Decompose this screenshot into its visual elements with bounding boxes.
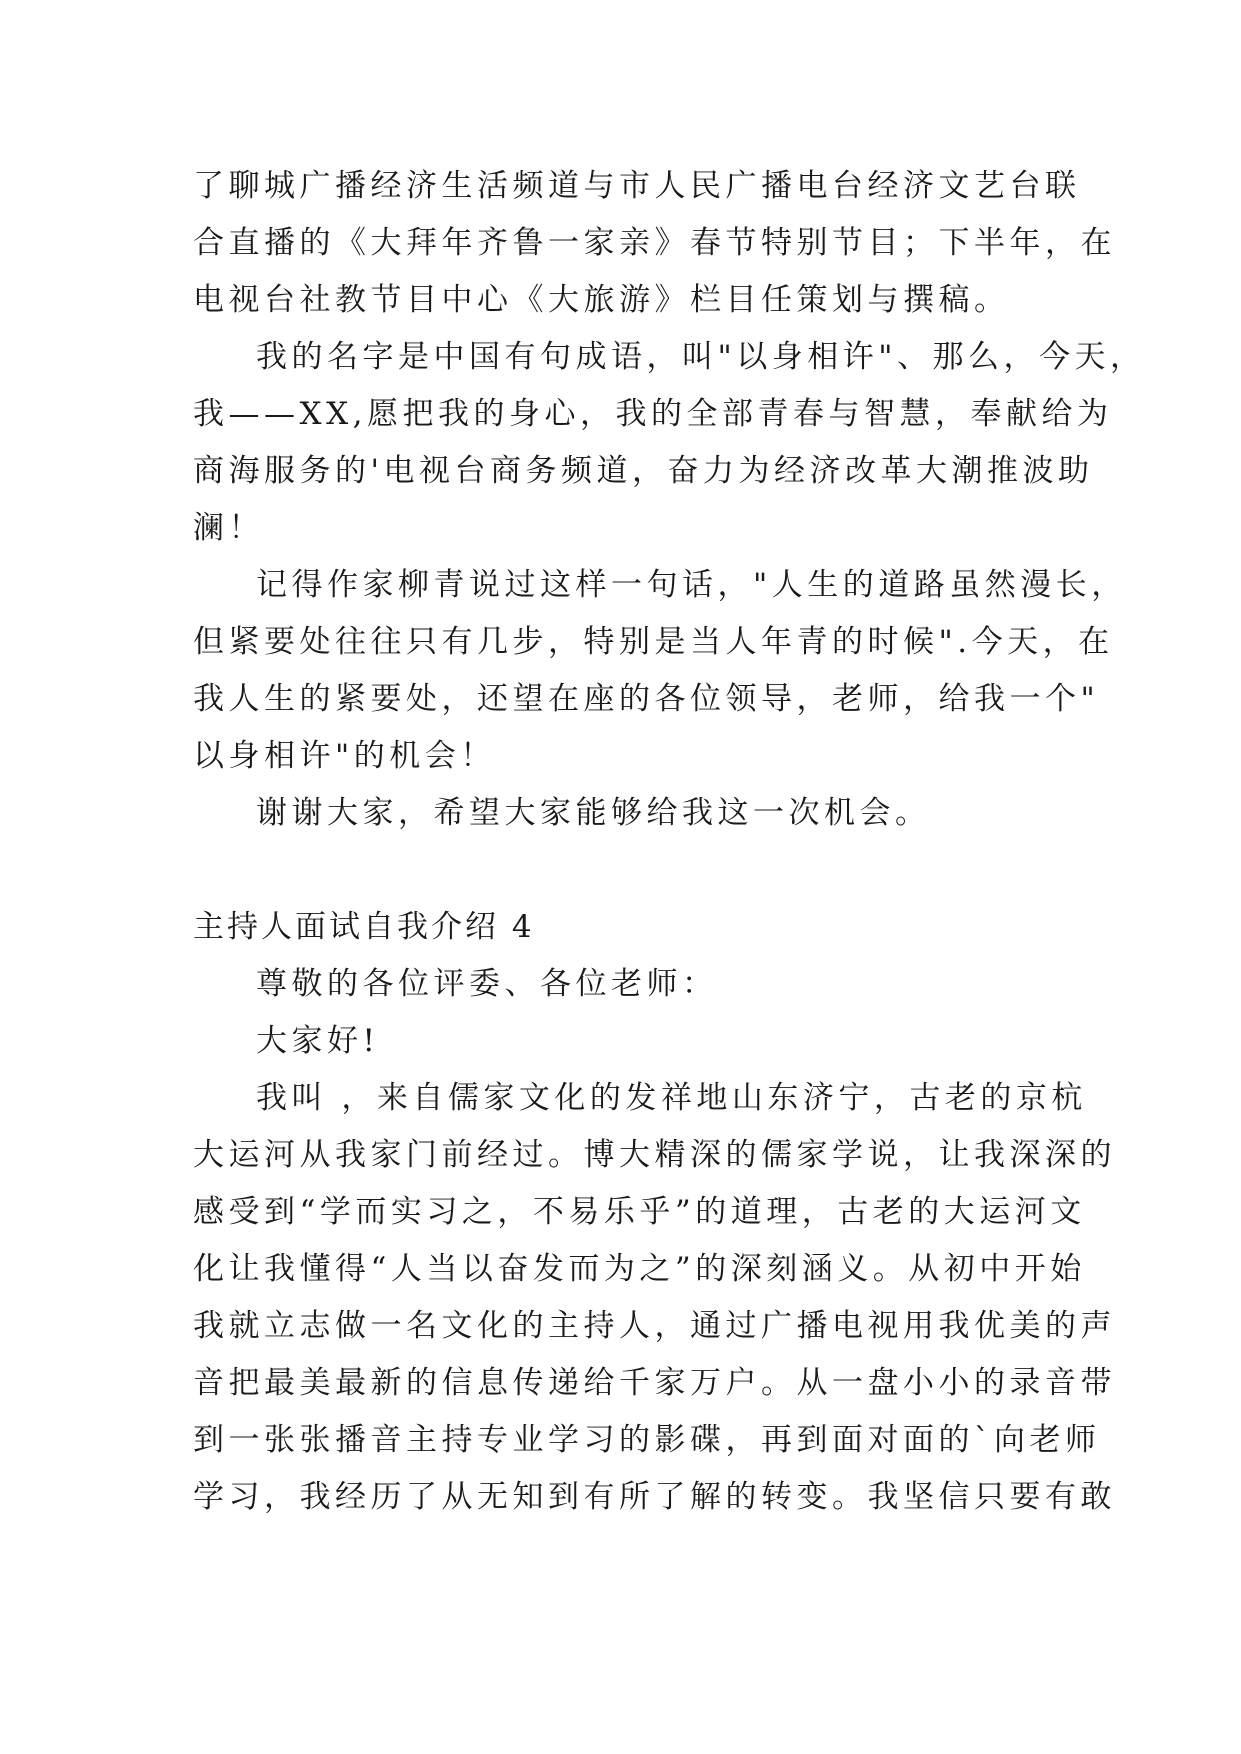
paragraph-line: 我——XX,愿把我的身心，我的全部青春与智慧，奉献给为	[193, 396, 1113, 432]
paragraph-line: 音把最美最新的信息传递给千家万户。从一盘小小的录音带	[193, 1365, 1116, 1401]
paragraph-line: 我人生的紧要处，还望在座的各位领导，老师，给我一个"	[193, 681, 1100, 717]
paragraph-line: 大运河从我家门前经过。博大精深的儒家学说，让我深深的	[193, 1137, 1116, 1173]
paragraph-line: 到一张张播音主持专业学习的影碟，再到面对面的`向老师	[193, 1422, 1101, 1458]
paragraph-line: 澜！	[193, 510, 264, 546]
paragraph-line: 谢谢大家，希望大家能够给我这一次机会。	[256, 795, 931, 831]
salutation: 尊敬的各位评委、各位老师：	[256, 966, 718, 1002]
paragraph-line: 感受到“学而实习之，不易乐乎”的道理，古老的大运河文	[193, 1194, 1086, 1230]
greeting: 大家好!	[256, 1023, 380, 1059]
paragraph-line: 我叫 ，来自儒家文化的发祥地山东济宁，古老的京杭	[256, 1080, 1087, 1116]
paragraph-line: 我就立志做一名文化的主持人，通过广播电视用我优美的声	[193, 1308, 1116, 1344]
paragraph-line: 合直播的《大拜年齐鲁一家亲》春节特别节目；下半年，在	[193, 225, 1116, 261]
paragraph-line: 学习，我经历了从无知到有所了解的转变。我坚信只要有敢	[193, 1479, 1116, 1515]
paragraph-line: 电视台社教节目中心《大旅游》栏目任策划与撰稿。	[193, 282, 1010, 318]
paragraph-line: 记得作家柳青说过这样一句话，"人生的道路虽然漫长，	[256, 567, 1127, 603]
paragraph-line: 以身相许"的机会！	[193, 738, 496, 774]
paragraph-line: 了聊城广播经济生活频道与市人民广播电台经济文艺台联	[193, 168, 1081, 204]
paragraph-line: 但紧要处往往只有几步，特别是当人年青的时候".今天，在	[193, 624, 1114, 660]
paragraph-line: 化让我懂得“人当以奋发而为之”的深刻涵义。从初中开始	[193, 1251, 1086, 1287]
paragraph-line: 商海服务的'电视台商务频道，奋力为经济改革大潮推波助	[193, 453, 1094, 489]
section-heading: 主持人面试自我介绍 4	[193, 909, 535, 945]
paragraph-line: 我的名字是中国有句成语，叫"以身相许"、那么，今天，	[256, 339, 1146, 375]
